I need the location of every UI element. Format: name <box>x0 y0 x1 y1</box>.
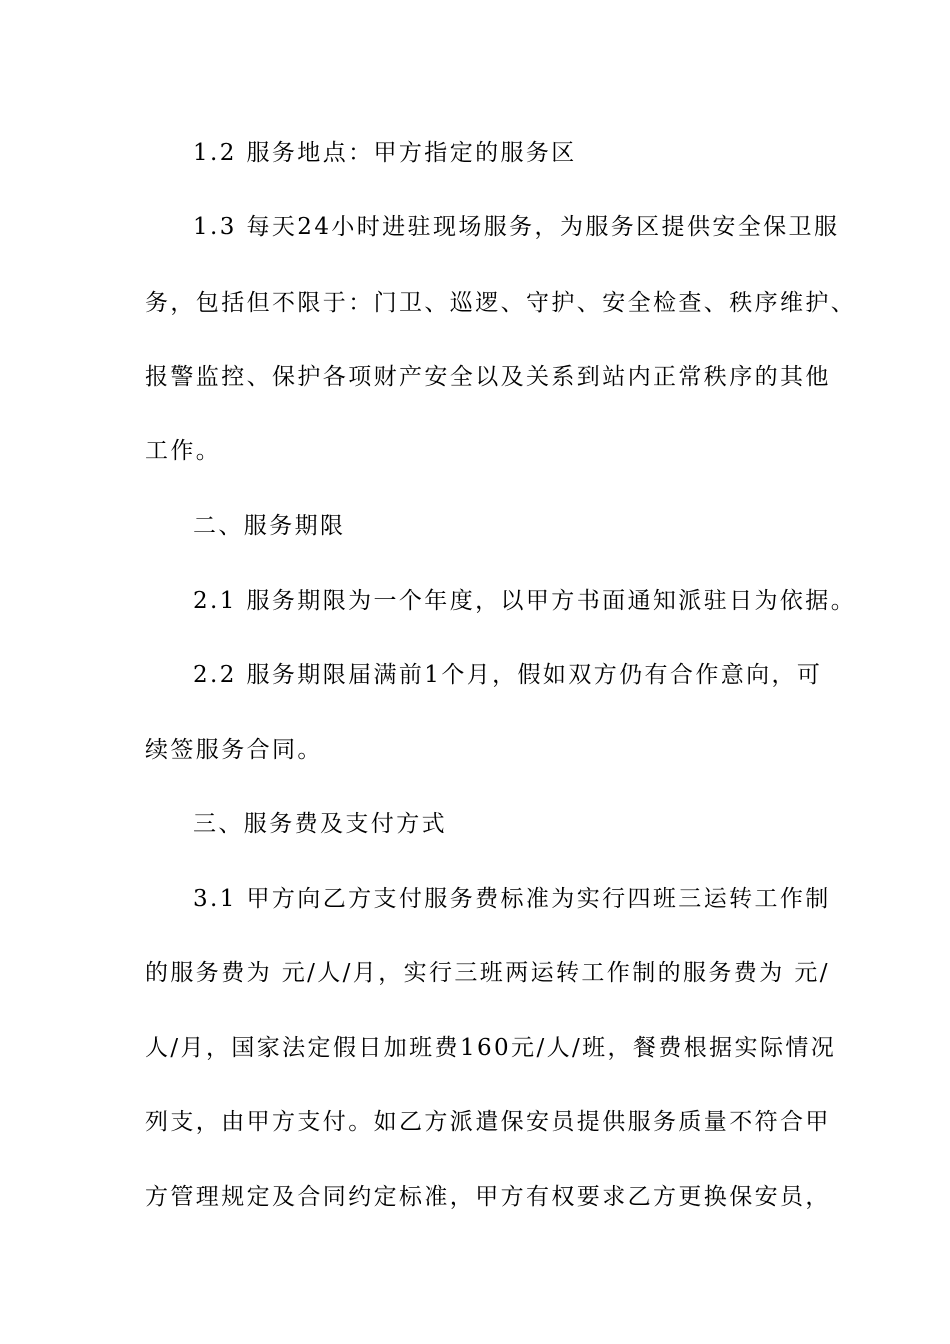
clause-3-1-line-4: 列支，由甲方支付。如乙方派遣保安员提供服务质量不符合甲 <box>145 1109 831 1135</box>
clause-3-1-line-2: 的服务费为 元/人/月，实行三班两运转工作制的服务费为 元/ <box>145 960 830 986</box>
clause-1-3-line-2: 务，包括但不限于：门卫、巡逻、守护、安全检查、秩序维护、 <box>145 290 857 316</box>
clause-1-3-line-4: 工作。 <box>145 438 222 464</box>
clause-3-1-line-3: 人/月，国家法定假日加班费160元/人/班，餐费根据实际情况 <box>145 1035 837 1061</box>
clause-2-2-line-2: 续签服务合同。 <box>145 737 323 763</box>
clause-1-2-line: 1.2 服务地点：甲方指定的服务区 <box>193 140 577 166</box>
clause-1-3-line-1: 1.3 每天24小时进驻现场服务，为服务区提供安全保卫服 <box>193 214 840 240</box>
clause-1-3-line-3: 报警监控、保护各项财产安全以及关系到站内正常秩序的其他 <box>145 364 831 390</box>
clause-3-1-line-5: 方管理规定及合同约定标准，甲方有权要求乙方更换保安员， <box>145 1184 831 1210</box>
clause-2-2-line-1: 2.2 服务期限届满前1个月，假如双方仍有合作意向，可 <box>193 662 823 688</box>
clause-3-1-line-1: 3.1 甲方向乙方支付服务费标准为实行四班三运转工作制 <box>193 886 831 912</box>
clause-2-1-line: 2.1 服务期限为一个年度，以甲方书面通知派驻日为依据。 <box>193 588 857 614</box>
section-2-heading: 二、服务期限 <box>193 513 346 539</box>
section-3-heading: 三、服务费及支付方式 <box>193 811 447 837</box>
